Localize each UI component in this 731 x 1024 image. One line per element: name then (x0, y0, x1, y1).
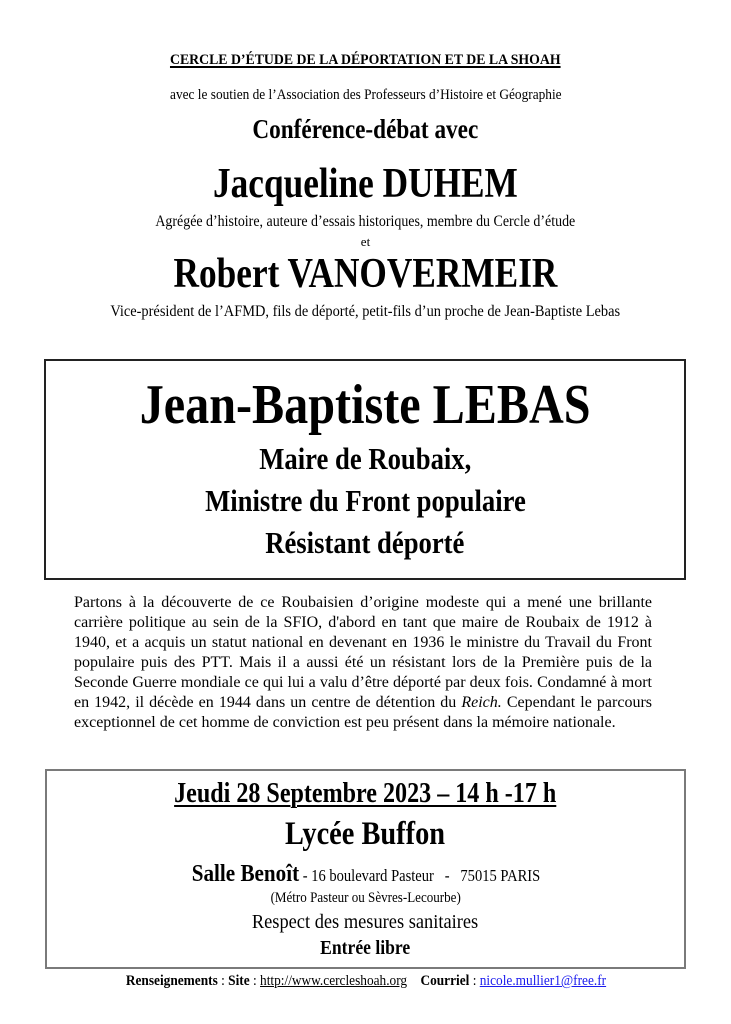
summary-paragraph (74, 593, 652, 733)
footer-sep-3: : (468, 973, 480, 989)
speaker-2 (0, 250, 731, 298)
event-date: Jeudi 28 Septembre 2023 – 14 h -17 h (174, 778, 557, 809)
conjunction-text: et (360, 234, 371, 249)
summary-text-1: Partons à la découverte de ce Roubaisien d’origine modeste qui a mené une brillante carrière politique au sein de la SFIO, d'abord en tant que maire de Roubaix de 1912 à 1940, et a acquis un statut national en devenant en 1936 le ministre du Travail du Front populaire puis des PTT. Mais il a aussi été un résistant lors de la Première puis de la Seconde Guerre mondiale ce qui lui a valu d’être déporté par deux fois. Condamné à mort en 1942, il décède en 1944 dans un centre de détention du (74, 594, 652, 711)
subject-line-1 (46, 441, 684, 477)
event-box (45, 769, 686, 969)
event-venue-line (47, 816, 684, 853)
speaker-2-description: Vice-président de l’AFMD, fils de déporté, petit-fils d’un proche de Jean-Baptiste Lebas (110, 303, 621, 320)
event-sanitary-line (47, 911, 684, 934)
speaker-1 (0, 160, 731, 208)
subject-title-2: Ministre du Front populaire (204, 483, 526, 518)
footer-content (125, 973, 605, 990)
event-metro: (Métro Pasteur ou Sèvres-Lecourbe) (270, 890, 461, 906)
subject-title-3: Résistant déporté (265, 525, 465, 560)
footer (0, 973, 731, 990)
email-link[interactable]: nicole.mullier1@free.fr (479, 973, 606, 989)
speaker-1-name: Jacqueline DUHEM (213, 161, 518, 207)
event-address-wrap (191, 861, 539, 888)
speaker-2-desc (0, 303, 731, 321)
event-date-line (47, 778, 684, 810)
subject-line-2 (46, 483, 684, 519)
subject-box (44, 359, 686, 580)
footer-info-label: Renseignements (125, 973, 218, 989)
event-room: Salle Benoît (191, 861, 299, 887)
footer-sep-2: : (249, 973, 260, 989)
support-text: avec le soutien de l’Association des Professeurs d’Histoire et Géographie (169, 87, 562, 103)
subject-line-3 (46, 525, 684, 561)
subject-title-1: Maire de Roubaix, (258, 441, 472, 476)
event-entry-line (47, 937, 684, 960)
event-address-line (47, 861, 684, 888)
event-sanitary: Respect des mesures sanitaires (252, 911, 479, 933)
support-line (0, 87, 731, 104)
conjunction (0, 234, 731, 250)
event-entry: Entrée libre (320, 937, 411, 959)
footer-sep-1: : (217, 973, 228, 989)
organization-title (0, 52, 731, 69)
event-address: - 16 boulevard Pasteur - 75015 PARIS (298, 866, 540, 885)
subject-name: Jean-Baptiste LEBAS (139, 374, 591, 436)
footer-site-label: Site (227, 973, 250, 989)
event-venue: Lycée Buffon (285, 816, 446, 852)
subject-name-line (46, 373, 684, 437)
event-metro-line (47, 890, 684, 907)
organization-name: CERCLE D’ÉTUDE DE LA DÉPORTATION ET DE LA SHOAH (170, 52, 561, 68)
site-link[interactable]: http://www.cercleshoah.org (259, 973, 407, 989)
footer-email-label: Courriel (419, 973, 469, 989)
summary-italic: Reich. (461, 694, 502, 711)
speaker-2-name: Robert VANOVERMEIR (173, 251, 558, 297)
conference-label: Conférence-débat avec (252, 114, 479, 144)
speaker-1-description: Agrégée d’histoire, auteure d’essais historiques, membre du Cercle d’étude (155, 213, 576, 230)
summary-text-2: Cependant le parcours exceptionnel de cet homme de conviction est peu présent dans la mémoire nationale. (74, 694, 652, 731)
conference-heading (0, 114, 731, 145)
speaker-1-desc (0, 213, 731, 231)
